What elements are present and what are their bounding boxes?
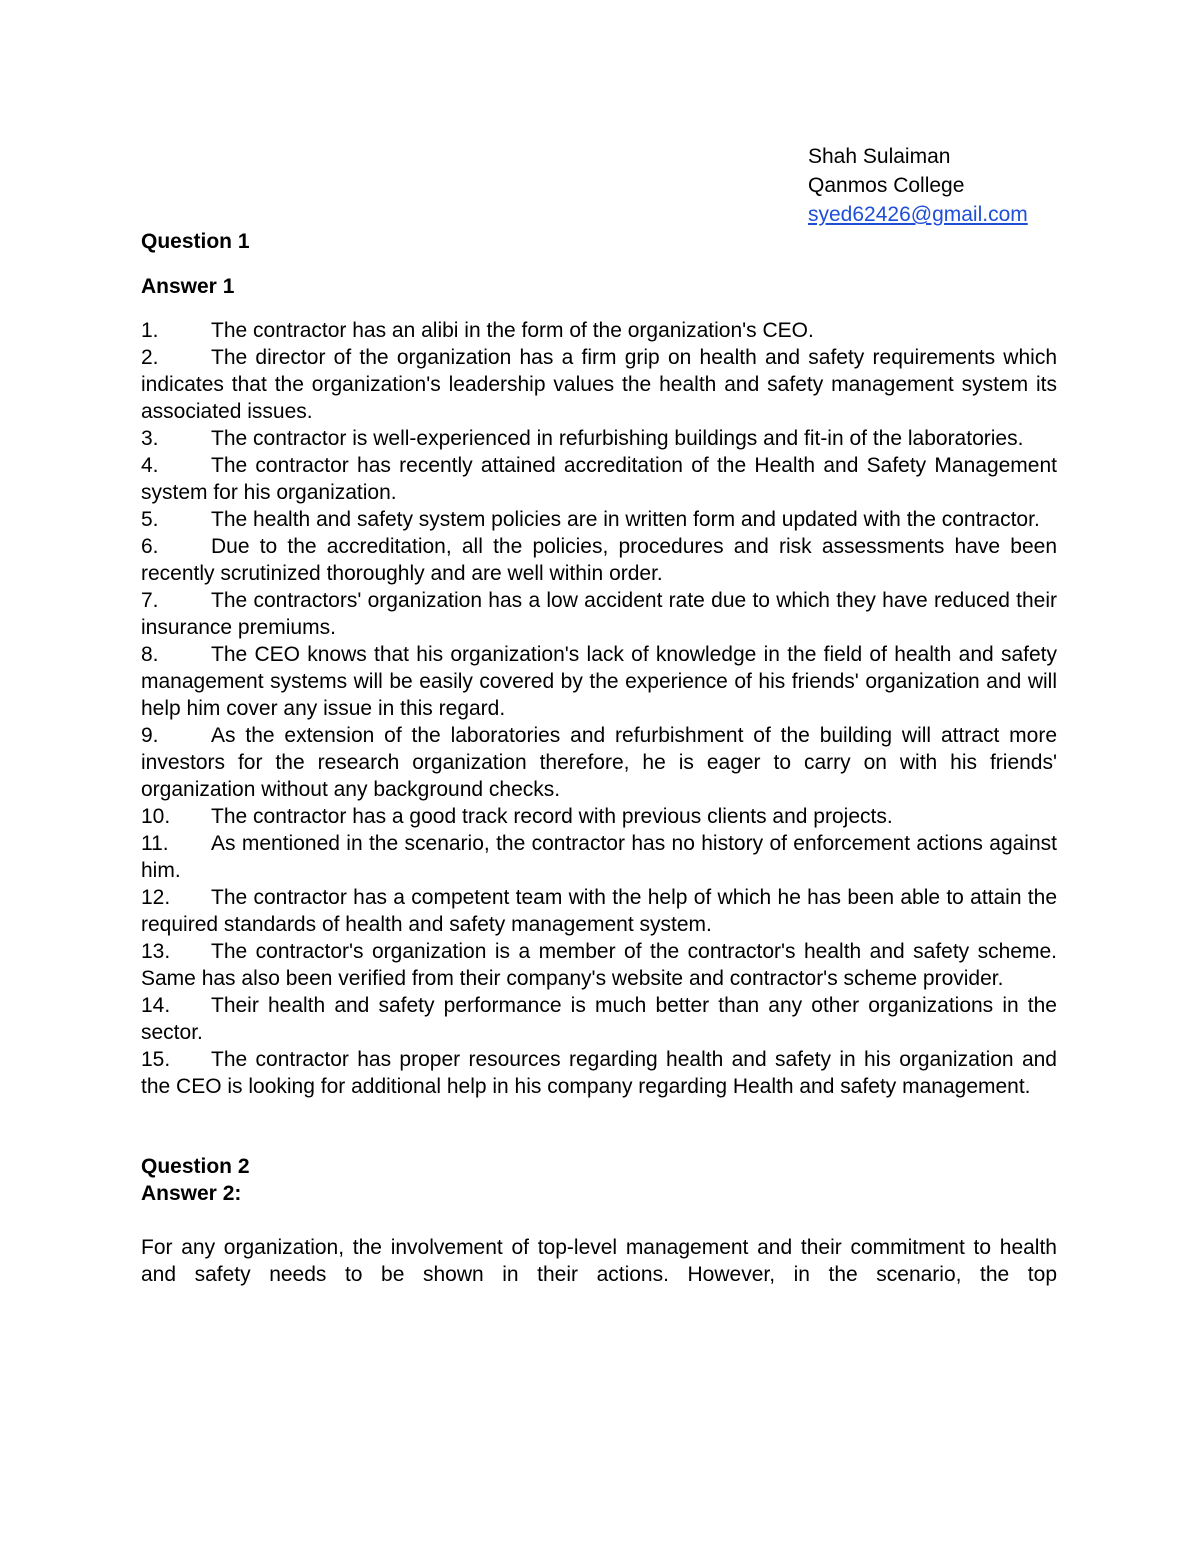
list-item	[141, 830, 1057, 884]
answer-2-paragraph: For any organization, the involvement of top-level management and their commitment to health and safety needs to be shown in their actions. However, in the scenario, the top	[141, 1236, 1057, 1286]
list-item	[141, 506, 1057, 533]
list-item	[141, 803, 1057, 830]
list-item-text: The director of the organization has a firm grip on health and safety requirements which indicates that the organization's leadership values the health and safety management system its associated issues.	[141, 346, 1057, 423]
list-item-text: The contractor has an alibi in the form of the organization's CEO.	[211, 319, 814, 342]
list-item-number: 11.	[141, 832, 169, 855]
list-item-text: As mentioned in the scenario, the contractor has no history of enforcement actions against him.	[141, 832, 1057, 882]
list-item-text: Their health and safety performance is much better than any other organizations in the sector.	[141, 994, 1057, 1044]
list-item-number: 15.	[141, 1048, 171, 1071]
list-item-text: The contractors' organization has a low accident rate due to which they have reduced their insurance premiums.	[141, 589, 1057, 639]
list-item-number: 5.	[141, 508, 159, 531]
list-item-text: The contractor has a good track record with previous clients and projects.	[211, 805, 893, 828]
document-body	[141, 228, 1057, 1309]
author-college: Qanmos College	[808, 174, 965, 197]
list-item	[141, 587, 1057, 641]
answer-2-heading: Answer 2:	[141, 1182, 242, 1205]
list-item-text: Due to the accreditation, all the policies, procedures and risk assessments have been recently scrutinized thoroughly and are well within order.	[141, 535, 1057, 585]
author-email-link[interactable]: syed62426@gmail.com	[808, 203, 1028, 226]
answer-1-list	[141, 317, 1057, 1100]
list-item	[141, 884, 1057, 938]
list-item	[141, 641, 1057, 722]
list-item-text: The health and safety system policies are in written form and updated with the contractor.	[211, 508, 1040, 531]
list-item-text: As the extension of the laboratories and refurbishment of the building will attract more investors for the research organization therefore, he is eager to carry on with his friends' organization without any background checks.	[141, 724, 1057, 801]
list-item	[141, 938, 1057, 992]
list-item-number: 12.	[141, 886, 171, 909]
list-item	[141, 344, 1057, 425]
list-item-number: 1.	[141, 319, 159, 342]
list-item-text: The contractor has a competent team with the help of which he has been able to attain the required standards of health and safety management system.	[141, 886, 1057, 936]
list-item-number: 6.	[141, 535, 159, 558]
list-item-number: 10.	[141, 805, 171, 828]
list-item-number: 3.	[141, 427, 159, 450]
list-item	[141, 722, 1057, 803]
author-name: Shah Sulaiman	[808, 145, 951, 168]
list-item-number: 4.	[141, 454, 159, 477]
list-item-number: 7.	[141, 589, 159, 612]
list-item	[141, 992, 1057, 1046]
list-item-number: 13.	[141, 940, 171, 963]
list-item-number: 14.	[141, 994, 171, 1017]
list-item-number: 8.	[141, 643, 159, 666]
question-1-heading: Question 1	[141, 230, 250, 253]
list-item	[141, 317, 1057, 344]
list-item	[141, 452, 1057, 506]
author-block	[808, 142, 1028, 229]
list-item-text: The contractor has proper resources regarding health and safety in his organization and the CEO is looking for additional help in his company regarding Health and safety management.	[141, 1048, 1057, 1098]
list-item-number: 2.	[141, 346, 159, 369]
list-item-text: The contractor's organization is a member of the contractor's health and safety scheme. Same has also been verified from their company's website and contractor's scheme provider.	[141, 940, 1057, 990]
list-item-text: The CEO knows that his organization's lack of knowledge in the field of health and safety management systems will be easily covered by the experience of his friends' organization and will help him cover any issue in this regard.	[141, 643, 1057, 720]
list-item-text: The contractor has recently attained accreditation of the Health and Safety Management system for his organization.	[141, 454, 1057, 504]
list-item	[141, 1046, 1057, 1100]
list-item	[141, 425, 1057, 452]
question-2-heading: Question 2	[141, 1155, 250, 1178]
answer-1-heading: Answer 1	[141, 275, 235, 298]
list-item	[141, 533, 1057, 587]
list-item-text: The contractor is well-experienced in refurbishing buildings and fit-in of the laboratories.	[211, 427, 1024, 450]
list-item-number: 9.	[141, 724, 159, 747]
